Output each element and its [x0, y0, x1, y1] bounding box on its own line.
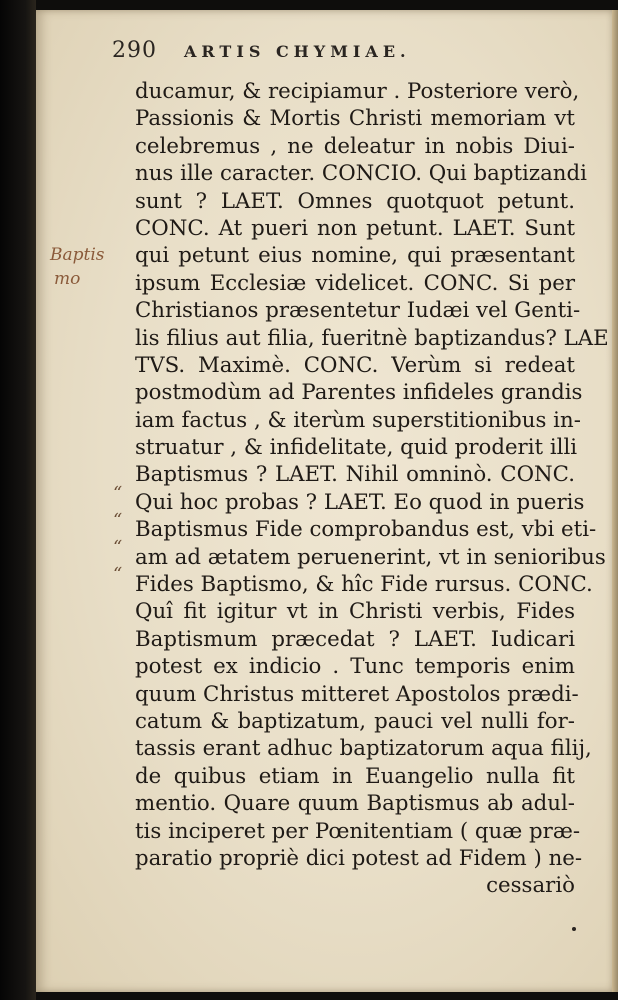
text-line: ducamur, & recipiamur . Posteriore verò, [135, 79, 580, 104]
text-line: CONC. At pueri non petunt. LAET. Sunt [135, 215, 575, 241]
text-line: celebremus , ne deleatur in nobis Diui- [135, 133, 575, 159]
marginal-note-line: mo [54, 269, 81, 289]
page-edge [612, 10, 618, 992]
text-line: nus ille caracter. CONCIO. Qui baptizandi [135, 161, 587, 187]
text-line: de quibus etiam in Euangelio nulla fit [135, 763, 575, 789]
page-number: 290 [112, 38, 157, 63]
text-line: Baptismus ? LAET. Nihil omninò. CONC. [135, 462, 575, 488]
running-title: ARTIS CHYMIAE. [184, 42, 411, 61]
text-line: quum Christus mitteret Apostolos prædi- [135, 681, 579, 707]
catchword: cessariò [486, 873, 575, 899]
ink-speck [572, 927, 576, 931]
text-line: sunt ? LAET. Omnes quotquot petunt. [135, 188, 575, 214]
scan-dark-border [0, 0, 36, 1000]
marginal-note-line: Baptis [50, 245, 105, 265]
text-line: Baptismum præcedat ? LAET. Iudicari [135, 626, 575, 652]
text-line: mentio. Quare quum Baptismus ab adul- [135, 791, 575, 817]
text-line: iam factus , & iterùm superstitionibus in- [135, 407, 581, 433]
handwritten-quote-mark: “ [113, 564, 123, 585]
text-line: TVS. Maximè. CONC. Verùm si redeat [135, 352, 575, 378]
text-line: Christianos præsentetur Iudæi vel Genti- [135, 298, 581, 324]
body-text [135, 78, 609, 900]
text-line: ipsum Ecclesiæ videlicet. CONC. Si per [135, 270, 575, 296]
text-line: qui petunt eius nomine, qui præsentant [135, 243, 575, 269]
text-line: lis filius aut filia, fueritnè baptizandus? LAE [135, 325, 609, 351]
handwritten-quote-mark: “ [113, 510, 123, 531]
text-line: tis inciperet per Pœnitentiam ( quæ præ- [135, 818, 581, 844]
handwritten-quote-mark: “ [113, 483, 123, 504]
text-line: paratio propriè dici potest ad Fidem ) ne- [135, 845, 583, 871]
handwritten-quote-mark: “ [113, 537, 123, 558]
text-line: postmodùm ad Parentes infideles grandis [135, 380, 583, 406]
text-line: catum & baptizatum, pauci vel nulli for- [135, 708, 575, 734]
text-line: am ad ætatem peruenerint, vt in senioribus [135, 544, 606, 570]
text-line: Qui hoc probas ? LAET. Eo quod in pueris [135, 489, 585, 515]
text-line: potest ex indicio . Tunc temporis enim [135, 654, 575, 680]
text-line: tassis erant adhuc baptizatorum aqua filij, [135, 736, 592, 762]
text-line: struatur , & infidelitate, quid proderit illi [135, 435, 578, 461]
text-line: Fides Baptismo, & hîc Fide rursus. CONC. [135, 572, 593, 598]
text-line: Passionis & Mortis Christi memoriam vt [135, 106, 575, 132]
handwritten-marginal-note [50, 243, 130, 293]
text-line: Quî fit igitur vt in Christi verbis, Fides [135, 599, 575, 625]
text-line: Baptismus Fide comprobandus est, vbi eti- [135, 517, 597, 543]
page-header [112, 36, 512, 70]
